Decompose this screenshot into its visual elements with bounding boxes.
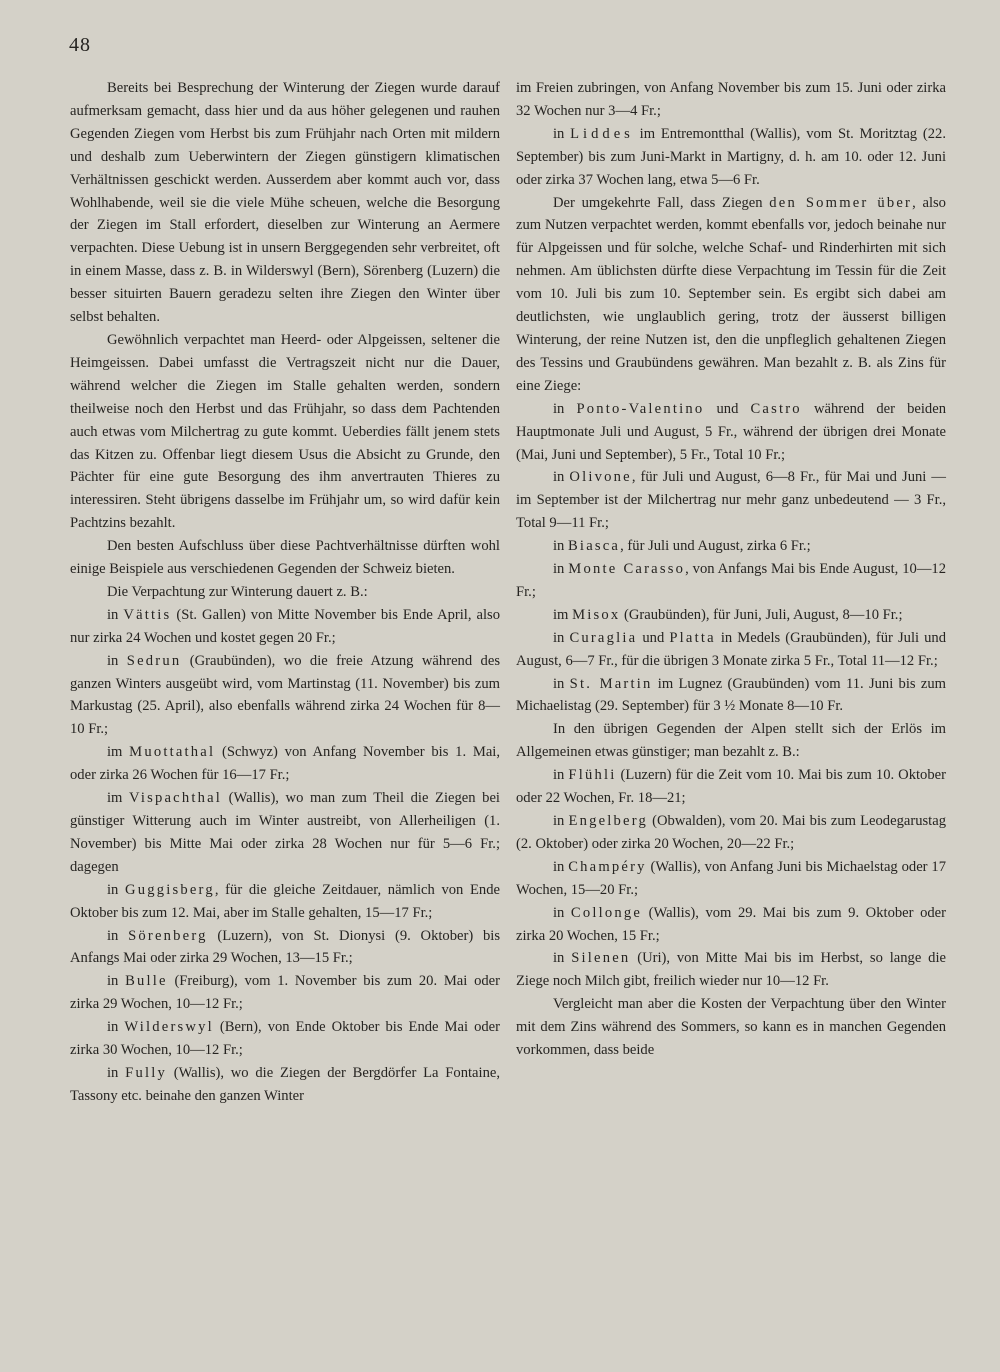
text-run: in (107, 1019, 125, 1036)
place-name: Silenen (571, 950, 631, 967)
left-paragraph (70, 879, 500, 925)
place-name: Bulle (125, 973, 168, 990)
text-run: in (553, 813, 569, 829)
place-name: Champéry (568, 858, 647, 875)
text-run: während der beiden Hauptmonate Juli und August, 5 Fr., während der übrigen drei Monate (Mai, Juni und September), 5 Fr., Total 10 Fr.; (516, 400, 946, 463)
text-run: (Wallis), vom 29. Mai bis zum 9. Oktober oder zirka 20 Wochen, 15 Fr.; (516, 904, 946, 944)
text-run: im Entremontthal (Wallis), vom St. Moritztag (22. September) bis zum Juni-Markt in Martigny, d. h. am 10. oder 12. Juni oder zirka 37 Wochen lang, etwa 5—6 Fr. (516, 125, 946, 188)
place-name: Liddes (570, 125, 634, 142)
right-paragraph (516, 993, 946, 1062)
place-name: Engelberg (568, 813, 648, 829)
text-run: in (553, 400, 577, 417)
place-name: Vispachthal (129, 790, 223, 807)
text-run: Vergleicht man aber die Kosten der Verpachtung über den Winter mit dem Zins während des Sommers, so kann es in manchen Gegenden vorkommen, dass beide (516, 996, 946, 1059)
text-run: in (107, 881, 126, 898)
text-run: (Graubünden), wo die freie Atzung während des ganzen Winters ausgeübt wird, vom Martinstag (11. November) bis zum Markustag (25. April), also ebenfalls während zirka 24 Wochen für 8—10 Fr.; (70, 652, 501, 738)
right-paragraph (516, 604, 946, 627)
place-name: Curaglia (569, 629, 638, 646)
text-run: Gewöhnlich verpachtet man Heerd- oder Alpgeissen, seltener die Heimgeissen. Dabei umfasst die Vertragszeit nicht nur die Dauer, während welcher die Ziegen im Stalle gehalten werden, sondern theilweise noch den Herbst und das Frühjahr, so dass dem Pachtenden auch etwas vom Milchertrag zu gute kommt. Ueberdies fällt jenem stets das Kitzen zu. Offenbar liegt diesem Usus die Absicht zu Grunde, den Pächter für eine gute Besorgung des ihm anvertrauten Thieres zu interessiren. Steht übrigens dasselbe im Frühjahr um, so wird dafür kein Pachtzins bezahlt. (70, 331, 500, 532)
text-run: (Wallis), wo man zum Theil die Ziegen bei günstiger Witterung auch im Winter austreibt, von Allerheiligen (1. November) bis Mitte Mai oder zirka 28 Wochen nur für 5—6 Fr.; dagegen (70, 790, 500, 875)
place-name: Misox (572, 606, 621, 623)
right-paragraph (516, 673, 946, 719)
text-run: im Lugnez (Graubünden) vom 11. Juni bis zum Michaelistag (29. September) für 3 ½ Monate 8—10 Fr. (516, 675, 947, 715)
right-paragraph (516, 947, 946, 993)
left-paragraph (70, 1016, 500, 1062)
text-run: in (553, 858, 569, 875)
left-paragraph (70, 77, 500, 329)
place-name: Monte Carasso (568, 561, 686, 578)
text-run: Die Verpachtung zur Winterung dauert z. B.: (107, 583, 368, 600)
text-run: , für Juli und August, 6—8 Fr., für Mai und Juni — im September ist der Milchertrag nur mehr ganz unbedeutend — 3 Fr., Total 9—11 Fr.; (516, 469, 946, 532)
left-column (70, 77, 500, 1108)
right-paragraph (516, 123, 946, 192)
text-run: (Graubünden), für Juni, Juli, August, 8—10 Fr.; (620, 606, 903, 623)
text-run: , für die gleiche Zeitdauer, nämlich von Ende Oktober bis zum 12. Mai, aber im Stalle gehalten, 15—17 Fr.; (70, 881, 500, 921)
text-run: Bereits bei Besprechung der Winterung der Ziegen wurde darauf aufmerksam gemacht, dass hier und da aus höher gelegenen und rauhen Gegenden Ziegen vom Herbst bis zum Frühjahr nach Orten mit mildern und deshalb zum Ueberwintern der Ziegen günstigern klimatischen Verhältnissen geschickt werden. Ausserdem aber kommt auch vor, dass Wohlhabende, weil sie die viele Mühe scheuen, welche die Besorgung der Ziegen im Stall erfordert, dieselben zur Winterung an Aermere verpachten. Diese Uebung ist in unsern Berggegenden sehr verbreitet, oft in einem Masse, dass z. B. in Wilderswyl (Bern), Sörenberg (Luzern) die besser situirten Bauern geradezu selten ihre Ziegen den Winter über selbst behalten. (70, 80, 500, 326)
text-run: (Bern), von Ende Oktober bis Ende Mai oder zirka 30 Wochen, 10—12 Fr.; (70, 1019, 501, 1059)
left-paragraph (70, 925, 500, 971)
text-run: (Obwalden), vom 20. Mai bis zum Leodegarustag (2. Oktober) oder zirka 20 Wochen, 20—22 Fr.; (516, 813, 947, 852)
left-paragraph (70, 970, 500, 1016)
text-run: in (553, 675, 570, 692)
text-run: (Schwyz) von Anfang November bis 1. Mai, oder zirka 26 Wochen für 16—17 Fr.; (70, 744, 501, 784)
text-run: in (553, 767, 569, 784)
right-paragraph (516, 856, 946, 902)
place-name: Sörenberg (128, 927, 208, 944)
right-paragraph (516, 718, 946, 764)
text-run: in (107, 973, 126, 990)
text-run: in (107, 606, 124, 623)
right-paragraph (516, 192, 946, 398)
text-run: (St. Gallen) von Mitte November bis Ende April, also nur zirka 24 Wochen und kostet gegen 20 Fr.; (70, 606, 500, 646)
place-name: Muottathal (129, 744, 216, 761)
text-run: Der umgekehrte Fall, dass Ziegen (553, 194, 770, 211)
place-name: Collonge (570, 904, 643, 921)
right-paragraph (516, 764, 946, 810)
text-run: in (553, 561, 569, 578)
right-paragraph (516, 902, 946, 948)
left-paragraph (70, 650, 500, 742)
right-column (516, 77, 946, 1062)
place-name: Flühli (568, 767, 617, 784)
right-paragraph (516, 627, 946, 673)
left-paragraph (70, 535, 500, 581)
text-run: in (107, 1064, 126, 1081)
place-name: Ponto-Valentino (576, 400, 705, 417)
text-run: (Luzern), von St. Dionysi (9. Oktober) bis Anfangs Mai oder zirka 29 Wochen, 13—15 Fr.; (70, 927, 500, 967)
right-paragraph (516, 810, 946, 856)
text-run: im Freien zubringen, von Anfang November bis zum 15. Juni oder zirka 32 Wochen nur 3—4 Fr.; (516, 80, 946, 119)
text-run: in (107, 927, 129, 944)
place-name: Wilderswyl (124, 1019, 214, 1036)
left-paragraph (70, 741, 500, 787)
left-paragraph (70, 604, 500, 650)
text-run: in (553, 125, 571, 142)
text-run: in (553, 950, 572, 967)
text-run: , für Juli und August, zirka 6 Fr.; (620, 538, 811, 555)
text-run: (Wallis), von Anfang Juni bis Michaelstag oder 17 Wochen, 15—20 Fr.; (516, 858, 946, 898)
place-name: Olivone (569, 469, 632, 486)
left-paragraph (70, 581, 500, 604)
right-paragraph (516, 535, 946, 558)
left-paragraph (70, 787, 500, 879)
text-run: In den übrigen Gegenden der Alpen stellt sich der Erlös im Allgemeinen etwas günstiger; man bezahlt z. B.: (516, 721, 946, 761)
text-run: im (553, 606, 573, 623)
place-name: den Sommer über (769, 194, 913, 211)
text-run: in (553, 904, 571, 921)
place-name: Platta (669, 629, 716, 646)
text-run: in (553, 629, 570, 646)
right-paragraph (516, 466, 946, 535)
text-run: und (637, 629, 670, 646)
place-name: Vättis (123, 606, 172, 623)
left-paragraph (70, 1062, 500, 1108)
text-run: in (553, 469, 570, 486)
place-name: Biasca (568, 538, 621, 555)
text-run: im (107, 744, 130, 761)
text-run: Den besten Aufschluss über diese Pachtverhältnisse dürften wohl einige Beispiele aus verschiedenen Gegenden der Schweiz bieten. (70, 538, 500, 578)
text-run: im (107, 790, 130, 807)
text-run: (Freiburg), vom 1. November bis zum 20. Mai oder zirka 29 Wochen, 10—12 Fr.; (70, 973, 501, 1013)
text-run: (Wallis), wo die Ziegen der Bergdörfer La Fontaine, Tassony etc. beinahe den ganzen Winter (70, 1064, 501, 1104)
right-paragraph (516, 77, 946, 123)
place-name: Castro (750, 400, 802, 417)
text-run: , also zum Nutzen verpachtet werden, kommt ebenfalls vor, jedoch beinahe nur für Alpgeissen und für solche, welche Schaf- und Rinderhirten mit sich nehmen. Am üblichsten dürfte diese Verpachtung im Tessin für die Zeit vom 10. Juli bis zum 10. September sein. Es ergibt sich dabei am deutlichsten, wie unglaublich gering, trotz der äusserst billigen Winterung, der reine Nutzen ist, den die unpfleglich gehaltenen Ziegen des Tessins und Graubündens gewähren. Man bezahlt z. B. als Zins für eine Ziege: (516, 194, 946, 394)
text-run: in (107, 652, 127, 669)
text-run: und (704, 400, 751, 417)
right-paragraph (516, 558, 946, 604)
text-run: in Medels (Graubünden), für Juli und August, 6—7 Fr., für die übrigen 3 Monate zirka 5 Fr., Total 11—12 Fr.; (516, 629, 947, 669)
text-run: , von Anfangs Mai bis Ende August, 10—12 Fr.; (516, 561, 947, 600)
text-run: in (553, 538, 568, 555)
place-name: Sedrun (126, 652, 182, 669)
text-run: (Uri), von Mitte Mai bis im Herbst, so lange die Ziege noch Milch gibt, freilich wieder nur 10—12 Fr. (516, 950, 947, 990)
place-name: Guggisberg (125, 881, 215, 898)
right-paragraph (516, 398, 946, 467)
page-number: 48 (69, 34, 91, 56)
place-name: Fully (125, 1064, 167, 1081)
text-run: (Luzern) für die Zeit vom 10. Mai bis zum 10. Oktober oder 22 Wochen, Fr. 18—21; (516, 767, 946, 807)
place-name: St. Martin (569, 675, 653, 692)
left-paragraph (70, 329, 500, 535)
